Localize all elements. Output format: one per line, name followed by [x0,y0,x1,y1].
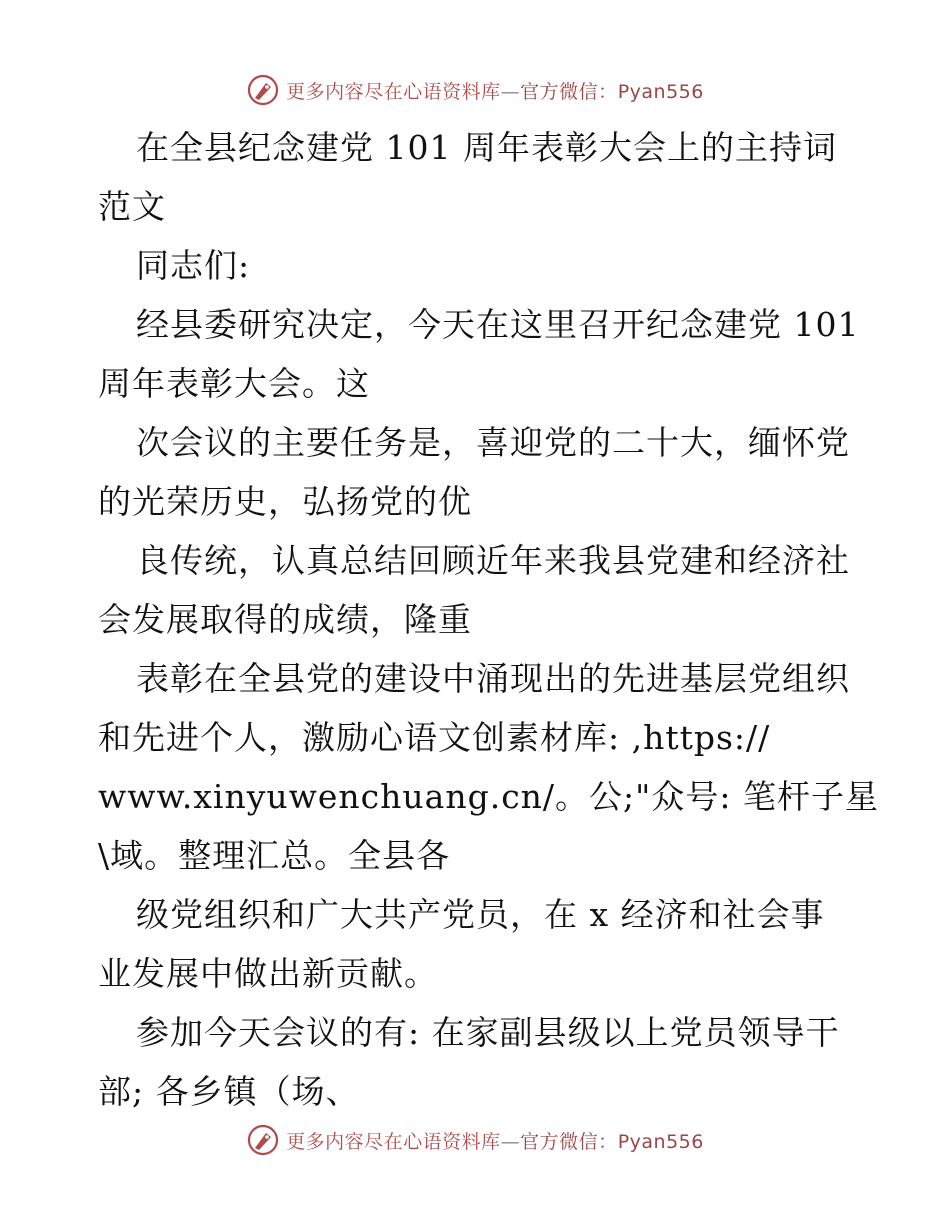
p1-line-2: 周年表彰大会。这 [98,364,370,403]
paragraph-4-line-4 [98,826,858,885]
greeting [98,236,858,295]
watermark-wechat-id: Pyan556 [617,80,704,103]
watermark-brand [246,73,704,107]
paragraph-6-line-2 [98,1062,858,1121]
document-title-cont [98,177,858,236]
document-body [98,118,879,1121]
paragraph-2-line-1 [98,413,858,472]
pen-nib-logo-icon [246,73,280,107]
watermark-brand-footer [246,1123,704,1157]
p5-line-2: 业发展中做出新贡献。 [98,954,438,993]
greeting-text: 同志们: [136,246,251,285]
paragraph-1-line-2 [98,354,858,413]
paragraph-6-line-1 [98,1003,858,1062]
page-footer-watermark [0,1120,950,1160]
page-header-watermark [0,70,950,110]
p2-line-1: 次会议的主要任务是，喜迎党的二十大，缅怀党 [136,423,850,462]
paragraph-4-line-2 [98,708,858,767]
watermark-separator: — [500,80,521,103]
watermark-site-name: 更多内容尽在心语资料库 [286,80,501,103]
paragraph-1-line-1 [98,295,858,354]
paragraph-3-line-1 [98,531,858,590]
p4-line-1: 表彰在全县党的建设中涌现出的先进基层党组织 [136,659,850,698]
footer-separator: — [500,1130,521,1153]
p4-line-4: \域。整理汇总。全县各 [98,836,451,875]
p4-line-2: 和先进个人，激励心语文创素材库: ,https:// [98,718,771,757]
pen-nib-logo-icon [246,1123,280,1157]
p2-line-2: 的光荣历史，弘扬党的优 [98,482,472,521]
p6-line-2: 部; 各乡镇（场、 [98,1072,360,1111]
title-line-2: 范文 [98,187,166,226]
watermark-wechat-label: 官方微信： [520,80,618,103]
watermark-text [286,77,704,104]
p3-line-1: 良传统，认真总结回顾近年来我县党建和经济社 [136,541,850,580]
paragraph-2-line-2 [98,472,858,531]
p1-line-1: 经县委研究决定，今天在这里召开纪念建党 101 [136,305,860,344]
paragraph-5-line-1 [98,885,858,944]
p5-line-1: 级党组织和广大共产党员，在 x 经济和社会事 [136,895,825,934]
footer-wechat-id: Pyan556 [617,1130,704,1153]
footer-wechat-label: 官方微信： [520,1130,618,1153]
paragraph-5-line-2 [98,944,858,1003]
paragraph-4-line-1 [98,649,858,708]
p6-line-1: 参加今天会议的有: 在家副县级以上党员领导干 [136,1013,840,1052]
paragraph-3-line-2 [98,590,858,649]
p4-line-3: www.xinyuwenchuang.cn/。公;"众号: 笔杆子星 [98,777,879,816]
paragraph-4-line-3 [98,767,879,826]
document-title [98,118,858,177]
p3-line-2: 会发展取得的成绩，隆重 [98,600,472,639]
watermark-text-footer [286,1127,704,1154]
footer-site-name: 更多内容尽在心语资料库 [286,1130,501,1153]
title-line-1: 在全县纪念建党 101 周年表彰大会上的主持词 [136,128,837,167]
